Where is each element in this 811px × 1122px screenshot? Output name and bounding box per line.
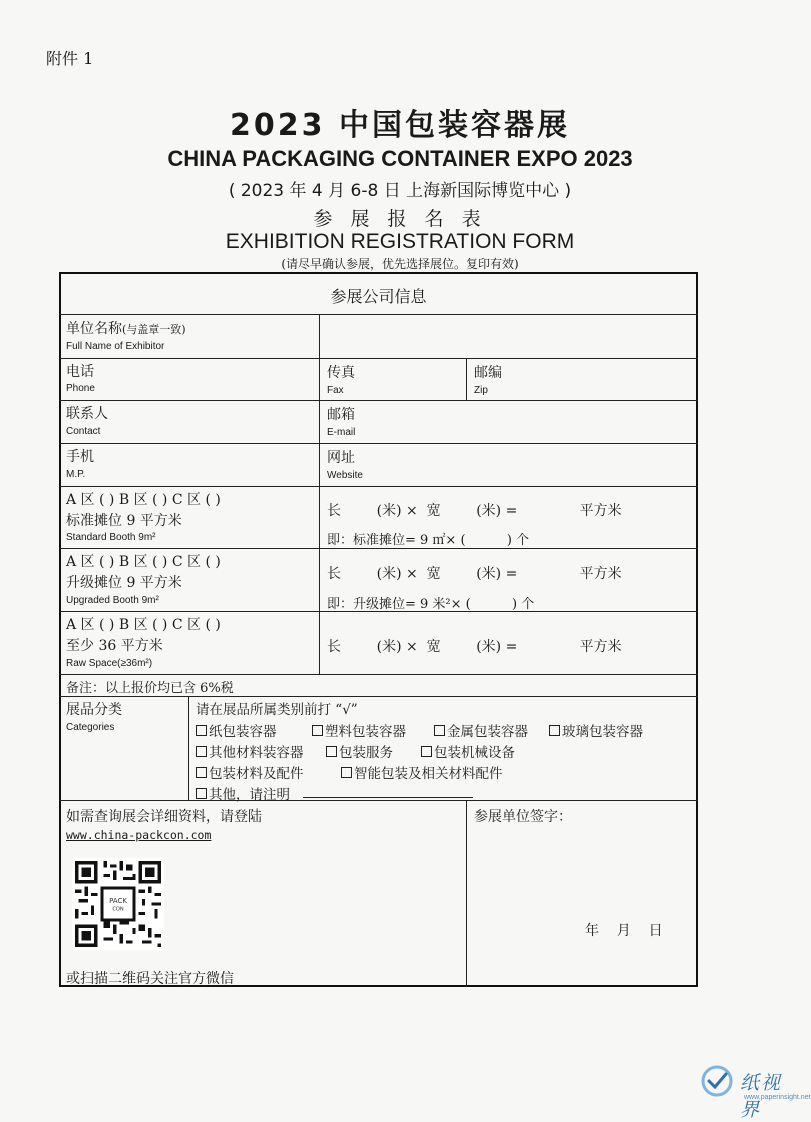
category-option[interactable]: 包装服务: [326, 741, 393, 761]
divider: [59, 358, 698, 359]
divider: [59, 400, 698, 401]
category-option[interactable]: 包装材料及配件: [196, 762, 304, 782]
inquiry-text: 如需查询展会详细资料，请登陆: [66, 809, 262, 825]
phone-label-en: Phone: [66, 383, 95, 394]
divider: [59, 486, 698, 487]
email-label-en: E-mail: [327, 427, 356, 438]
booth-count-line: 即：标准摊位= 9 ㎡× ( ) 个: [327, 533, 530, 548]
zip-label-en: Zip: [474, 385, 488, 396]
booth-size-line: 长 (米) × 宽 (米) = 平方米: [327, 566, 622, 582]
booth-zones: A 区 ( ) B 区 ( ) C 区 ( ): [66, 492, 221, 508]
qr-caption: 或扫描二维码关注官方微信: [66, 971, 234, 987]
checkbox[interactable]: [196, 746, 207, 757]
divider: [59, 548, 698, 549]
booth-name-en: Upgraded Booth 9m²: [66, 595, 159, 606]
form-note: (请尽早确认参展，优先选择展位。复印有效): [281, 257, 519, 271]
category-option[interactable]: 塑料包装容器: [312, 720, 406, 740]
svg-text:CON: CON: [112, 906, 124, 913]
checkbox[interactable]: [196, 725, 207, 736]
email-label: 邮箱: [327, 407, 355, 423]
booth-name: 至少 36 平方米: [66, 638, 163, 654]
checkbox[interactable]: [341, 767, 352, 778]
form-title-en: EXHIBITION REGISTRATION FORM: [225, 230, 575, 253]
checkbox[interactable]: [326, 746, 337, 757]
date-venue: ( 2023 年 4 月 6-8 日 上海新国际博览中心 ): [228, 181, 572, 201]
booth-name: 升级摊位 9 平方米: [66, 575, 182, 591]
annex-label: 附件 1: [46, 49, 94, 68]
booth-size-line: 长 (米) × 宽 (米) = 平方米: [327, 503, 622, 519]
website-label-en: Website: [327, 470, 363, 481]
divider: [188, 696, 189, 800]
categories-instruction: 请在展品所属类别前打 “√”: [196, 702, 358, 718]
section-title: 参展公司信息: [330, 287, 427, 306]
fax-label: 传真: [327, 365, 355, 381]
category-option[interactable]: 智能包装及相关材料配件: [341, 762, 503, 782]
company-name-label-en: Full Name of Exhibitor: [66, 341, 165, 352]
divider: [466, 358, 467, 400]
checkbox[interactable]: [312, 725, 323, 736]
fax-label-en: Fax: [327, 385, 344, 396]
signature-label: 参展单位签字：: [474, 809, 572, 825]
website-link[interactable]: www.china-packcon.com: [66, 828, 212, 842]
categories-label-en: Categories: [66, 722, 115, 733]
booth-name: 标准摊位 9 平方米: [66, 513, 182, 529]
company-name-note: (与盖章一致): [122, 323, 186, 336]
mobile-label: 手机: [66, 449, 94, 465]
other-specify-line[interactable]: [303, 797, 473, 798]
category-option[interactable]: 金属包装容器: [434, 720, 528, 740]
watermark-brand: 纸视界: [740, 1072, 783, 1121]
checkbox[interactable]: [196, 767, 207, 778]
divider: [59, 800, 698, 801]
checkbox[interactable]: [434, 725, 445, 736]
booth-size-line: 长 (米) × 宽 (米) = 平方米: [327, 639, 622, 655]
divider: [466, 800, 467, 987]
booth-zones: A 区 ( ) B 区 ( ) C 区 ( ): [66, 554, 221, 570]
booth-name-en: Raw Space(≥36m²): [66, 658, 153, 669]
signature-field[interactable]: [470, 830, 694, 910]
categories-label: 展品分类: [66, 702, 122, 718]
watermark-logo-icon: [700, 1064, 734, 1098]
divider: [59, 314, 698, 315]
remark: 备注：以上报价均已含 6%税: [66, 681, 234, 696]
divider: [59, 674, 698, 675]
title-cn: 2023 中国包装容器展: [230, 108, 570, 143]
category-option[interactable]: 纸包装容器: [196, 720, 277, 740]
checkbox[interactable]: [549, 725, 560, 736]
category-option[interactable]: 其他材料装容器: [196, 741, 304, 761]
svg-text:PACK: PACK: [109, 897, 127, 906]
divider: [59, 696, 698, 697]
category-option[interactable]: 包装机械设备: [421, 741, 515, 761]
category-option[interactable]: 玻璃包装容器: [549, 720, 643, 740]
zip-label: 邮编: [474, 365, 502, 381]
booth-name-en: Standard Booth 9m²: [66, 532, 156, 543]
company-name-label: 单位名称: [66, 321, 122, 337]
company-name-field[interactable]: [322, 317, 696, 357]
divider: [59, 443, 698, 444]
checkbox[interactable]: [196, 788, 207, 799]
booth-count-line: 即：升级摊位= 9 米²× ( ) 个: [327, 597, 535, 612]
divider: [319, 314, 320, 674]
watermark-url: www.paperinsight.net: [744, 1094, 811, 1101]
mobile-label-en: M.P.: [66, 469, 86, 480]
category-option-other[interactable]: 其他，请注明: [196, 783, 290, 803]
contact-label: 联系人: [66, 406, 108, 422]
booth-zones: A 区 ( ) B 区 ( ) C 区 ( ): [66, 617, 221, 633]
signature-date: 年 月 日: [585, 923, 663, 939]
contact-label-en: Contact: [66, 426, 101, 437]
qr-code-image: [72, 858, 164, 950]
website-label: 网址: [327, 450, 355, 466]
title-en: CHINA PACKAGING CONTAINER EXPO 2023: [167, 146, 633, 171]
phone-label: 电话: [66, 364, 94, 380]
form-title-cn: 参 展 报 名 表: [313, 208, 487, 230]
checkbox[interactable]: [421, 746, 432, 757]
